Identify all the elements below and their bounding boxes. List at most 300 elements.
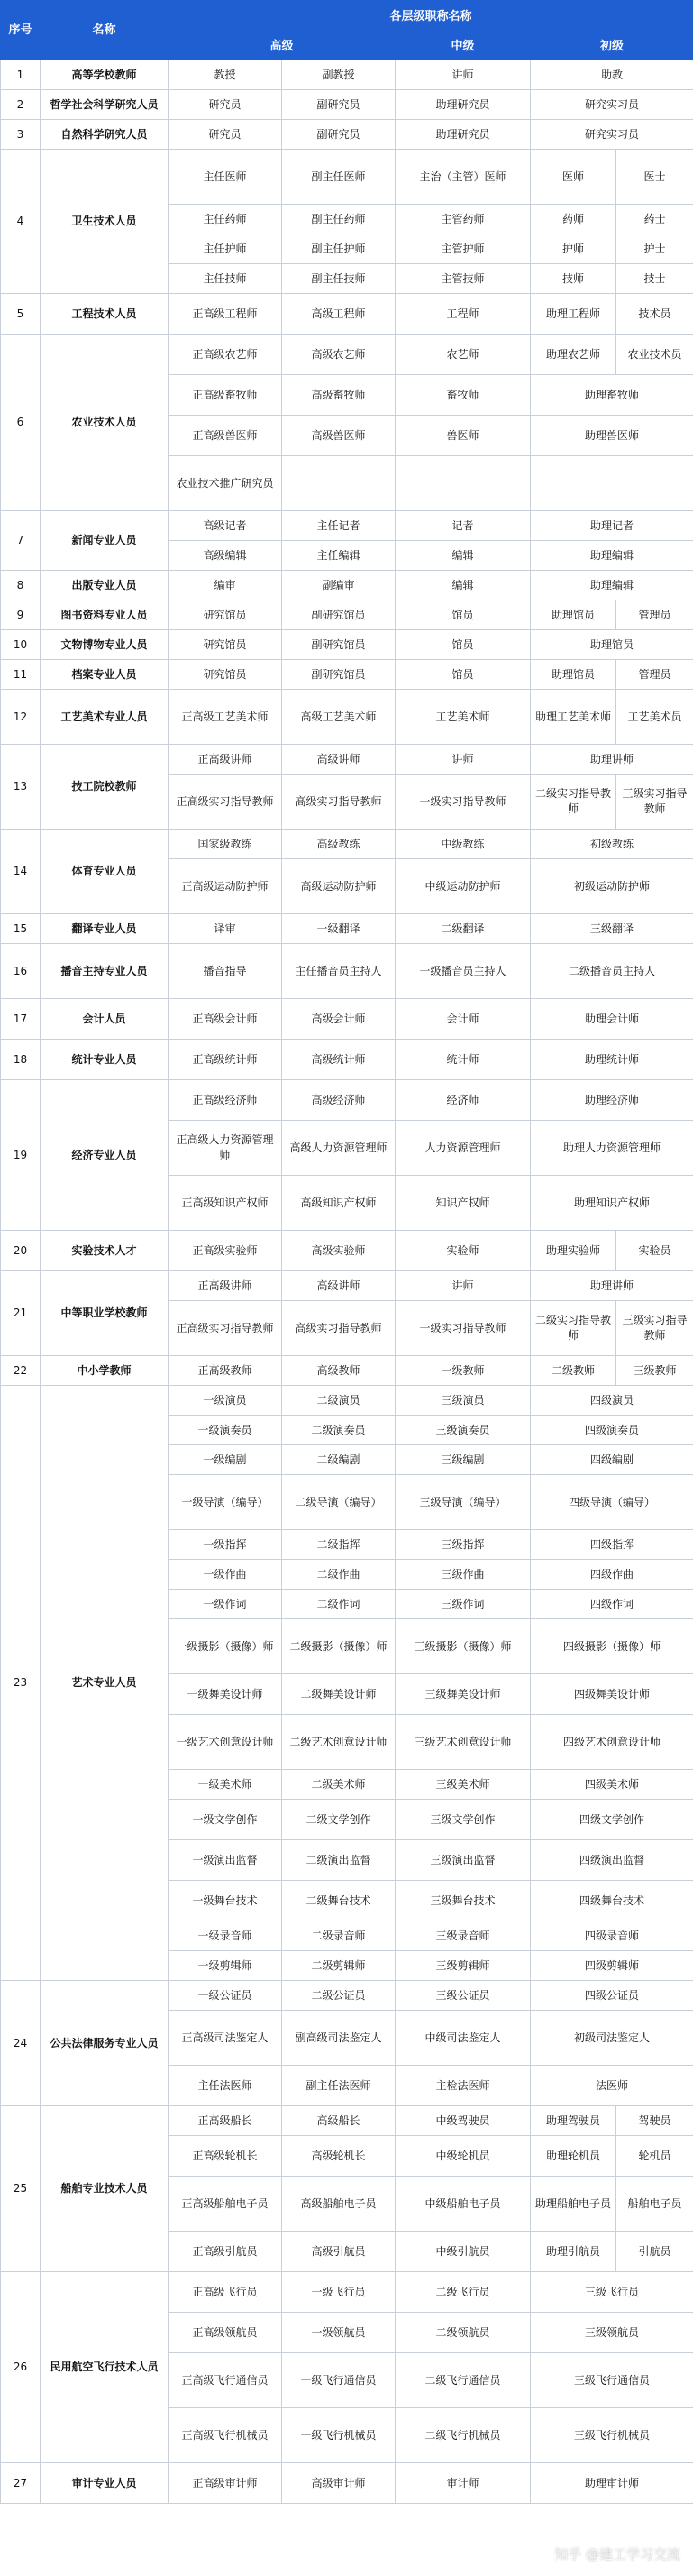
- table-row: [1, 120, 693, 150]
- table-cell: 二级导演（编导）: [282, 1475, 396, 1530]
- table-cell: 三级实习指导教师: [616, 775, 693, 830]
- row-category: 高等学校教师: [41, 60, 169, 90]
- table-cell: 讲师: [396, 745, 531, 775]
- table-cell: 二级飞行机械员: [396, 2408, 531, 2463]
- row-seq: 18: [1, 1040, 41, 1080]
- table-cell: 实验师: [396, 1231, 531, 1271]
- table-cell: 船舶电子员: [616, 2177, 693, 2232]
- table-cell: 助教: [531, 60, 693, 90]
- table-cell: 助理工艺美术师: [531, 690, 616, 745]
- table-cell: 助理编辑: [531, 541, 693, 571]
- table-cell: 二级领航员: [396, 2313, 531, 2353]
- row-category: 自然科学研究人员: [41, 120, 169, 150]
- table-row: [1, 745, 693, 775]
- table-cell: 三级教师: [616, 1356, 693, 1386]
- table-cell: 畜牧师: [396, 375, 531, 416]
- table-cell: 一级美术师: [169, 1770, 282, 1800]
- table-cell: 国家级教练: [169, 830, 282, 859]
- table-cell: 副研究员: [282, 90, 396, 120]
- table-cell: 三级指挥: [396, 1530, 531, 1560]
- table-cell: 正高级运动防护师: [169, 859, 282, 914]
- table-row: [1, 660, 693, 690]
- table-cell: 一级指挥: [169, 1530, 282, 1560]
- table-cell: 二级飞行员: [396, 2272, 531, 2313]
- row-seq: 16: [1, 944, 41, 999]
- table-cell: 正高级司法鉴定人: [169, 2011, 282, 2066]
- row-category: 卫生技术人员: [41, 150, 169, 294]
- row-category: 出版专业人员: [41, 571, 169, 600]
- table-cell: 主检法医师: [396, 2066, 531, 2106]
- table-cell: 三级公证员: [396, 1981, 531, 2011]
- table-cell: 助理会计师: [531, 999, 693, 1040]
- table-row: [1, 1981, 693, 2011]
- table-cell: 一级公证员: [169, 1981, 282, 2011]
- table-cell: 馆员: [396, 630, 531, 660]
- row-seq: 20: [1, 1231, 41, 1271]
- table-cell: 正高级飞行机械员: [169, 2408, 282, 2463]
- table-cell: 高级统计师: [282, 1040, 396, 1080]
- row-seq: 15: [1, 914, 41, 944]
- table-cell: 三级实习指导教师: [616, 1301, 693, 1356]
- table-row: [1, 944, 693, 999]
- row-seq: 21: [1, 1271, 41, 1356]
- table-cell: 农业技术推广研究员: [169, 456, 282, 511]
- table-cell: 初级司法鉴定人: [531, 2011, 693, 2066]
- table-cell: 高级审计师: [282, 2463, 396, 2504]
- table-cell: 主任医师: [169, 150, 282, 205]
- table-cell: 副教授: [282, 60, 396, 90]
- table-cell: 审计师: [396, 2463, 531, 2504]
- table-cell: 主管技师: [396, 264, 531, 294]
- table-cell: 知识产权师: [396, 1176, 531, 1231]
- row-seq: 9: [1, 600, 41, 630]
- table-cell: 助理农艺师: [531, 335, 616, 375]
- table-cell: 正高级实习指导教师: [169, 775, 282, 830]
- table-cell: 一级摄影（摄像）师: [169, 1619, 282, 1674]
- table-cell: 四级舞美设计师: [531, 1674, 693, 1715]
- table-cell: 三级舞台技术: [396, 1881, 531, 1921]
- table-cell: 副研究馆员: [282, 660, 396, 690]
- table-cell: 研究实习员: [531, 120, 693, 150]
- row-category: 文物博物专业人员: [41, 630, 169, 660]
- table-row: [1, 600, 693, 630]
- table-cell: 副研究馆员: [282, 630, 396, 660]
- table-cell: 助理驾驶员: [531, 2106, 616, 2136]
- table-cell: 农业技术员: [616, 335, 693, 375]
- table-cell: 药士: [616, 205, 693, 234]
- table-cell: 管理员: [616, 660, 693, 690]
- table-cell: 高级农艺师: [282, 335, 396, 375]
- table-cell: 二级教师: [531, 1356, 616, 1386]
- table-cell: 助理记者: [531, 511, 693, 541]
- table-cell: 三级剪辑师: [396, 1951, 531, 1981]
- row-seq: 22: [1, 1356, 41, 1386]
- table-cell: 工程师: [396, 294, 531, 335]
- table-cell: 四级艺术创意设计师: [531, 1715, 693, 1770]
- row-seq: 25: [1, 2106, 41, 2272]
- table-cell: 编辑: [396, 541, 531, 571]
- table-cell: 研究员: [169, 120, 282, 150]
- row-category: 统计专业人员: [41, 1040, 169, 1080]
- table-cell: 四级文学创作: [531, 1800, 693, 1840]
- table-cell: 中级运动防护师: [396, 859, 531, 914]
- table-cell: 三级作词: [396, 1590, 531, 1619]
- table-cell: 四级指挥: [531, 1530, 693, 1560]
- table-cell: 高级轮机长: [282, 2136, 396, 2177]
- table-cell: 法医师: [531, 2066, 693, 2106]
- table-cell: 助理统计师: [531, 1040, 693, 1080]
- table-cell: 四级演出监督: [531, 1840, 693, 1881]
- table-cell: 一级飞行机械员: [282, 2408, 396, 2463]
- table-cell: 一级实习指导教师: [396, 1301, 531, 1356]
- header-junior: 初级: [531, 32, 693, 60]
- table-cell: 馆员: [396, 600, 531, 630]
- table-cell: 高级船舶电子员: [282, 2177, 396, 2232]
- table-cell: 二级播音员主持人: [531, 944, 693, 999]
- table-cell: 一级教师: [396, 1356, 531, 1386]
- table-row: [1, 999, 693, 1040]
- table-cell: 四级作词: [531, 1590, 693, 1619]
- table-cell: 助理引航员: [531, 2232, 616, 2272]
- table-cell: 主任法医师: [169, 2066, 282, 2106]
- table-cell: 一级录音师: [169, 1921, 282, 1951]
- table-cell: 研究馆员: [169, 630, 282, 660]
- table-cell: 讲师: [396, 60, 531, 90]
- row-seq: 26: [1, 2272, 41, 2463]
- row-category: 新闻专业人员: [41, 511, 169, 571]
- table-cell: 二级录音师: [282, 1921, 396, 1951]
- table-cell: 副主任药师: [282, 205, 396, 234]
- table-cell: 技术员: [616, 294, 693, 335]
- table-cell: 助理讲师: [531, 745, 693, 775]
- table-cell: 正高级船长: [169, 2106, 282, 2136]
- table-cell: 副研究馆员: [282, 600, 396, 630]
- table-cell: 研究实习员: [531, 90, 693, 120]
- table-cell: 三级领航员: [531, 2313, 693, 2353]
- table-cell: 工艺美术师: [396, 690, 531, 745]
- table-cell: 正高级兽医师: [169, 416, 282, 456]
- table-cell: 二级舞台技术: [282, 1881, 396, 1921]
- table-cell: 馆员: [396, 660, 531, 690]
- table-cell: 高级工艺美术师: [282, 690, 396, 745]
- table-cell: 二级飞行通信员: [396, 2353, 531, 2408]
- row-seq: 17: [1, 999, 41, 1040]
- table-cell: 技士: [616, 264, 693, 294]
- table-cell: 助理研究员: [396, 120, 531, 150]
- table-cell: 主治（主管）医师: [396, 150, 531, 205]
- table-cell: 兽医师: [396, 416, 531, 456]
- table-cell: 正高级农艺师: [169, 335, 282, 375]
- table-cell: 中级船舶电子员: [396, 2177, 531, 2232]
- table-row: [1, 630, 693, 660]
- table-cell: 正高级船舶电子员: [169, 2177, 282, 2232]
- table-cell: 正高级引航员: [169, 2232, 282, 2272]
- table-cell: 四级录音师: [531, 1921, 693, 1951]
- table-cell: 三级编剧: [396, 1445, 531, 1475]
- table-cell: 研究员: [169, 90, 282, 120]
- table-cell: 二级演出监督: [282, 1840, 396, 1881]
- table-row: [1, 2463, 693, 2504]
- table-cell: 正高级轮机长: [169, 2136, 282, 2177]
- table-cell: 一级演出监督: [169, 1840, 282, 1881]
- table-cell: 三级演奏员: [396, 1416, 531, 1445]
- table-cell: 助理实验师: [531, 1231, 616, 1271]
- table-cell: 三级录音师: [396, 1921, 531, 1951]
- table-body: [1, 60, 693, 2504]
- table-cell: 一级实习指导教师: [396, 775, 531, 830]
- watermark-text: 知乎 @建工学习交流: [554, 2546, 680, 2562]
- row-seq: 5: [1, 294, 41, 335]
- table-cell: 主管护师: [396, 234, 531, 264]
- header-seq: 序号: [1, 1, 41, 60]
- table-cell: 一级飞行员: [282, 2272, 396, 2313]
- table-cell: 正高级实习指导教师: [169, 1301, 282, 1356]
- row-seq: 3: [1, 120, 41, 150]
- table-cell: 四级剪辑师: [531, 1951, 693, 1981]
- table-row: [1, 571, 693, 600]
- table-row: [1, 60, 693, 90]
- row-seq: 14: [1, 830, 41, 914]
- table-cell: 助理馆员: [531, 630, 693, 660]
- table-cell: 主任护师: [169, 234, 282, 264]
- table-cell: 编辑: [396, 571, 531, 600]
- table-cell: 医士: [616, 150, 693, 205]
- table-cell: 助理经济师: [531, 1080, 693, 1121]
- table-cell: 三级摄影（摄像）师: [396, 1619, 531, 1674]
- table-cell: 二级指挥: [282, 1530, 396, 1560]
- row-category: 工程技术人员: [41, 294, 169, 335]
- table-cell: 一级剪辑师: [169, 1951, 282, 1981]
- table-cell: 一级飞行通信员: [282, 2353, 396, 2408]
- row-category: 船舶专业技术人员: [41, 2106, 169, 2272]
- table-cell: 高级编辑: [169, 541, 282, 571]
- row-category: 图书资料专业人员: [41, 600, 169, 630]
- table-cell: 讲师: [396, 1271, 531, 1301]
- table-cell: 正高级经济师: [169, 1080, 282, 1121]
- table-cell: 助理工程师: [531, 294, 616, 335]
- table-cell: 三级美术师: [396, 1770, 531, 1800]
- table-cell: 三级导演（编导）: [396, 1475, 531, 1530]
- table-row: [1, 1386, 693, 1416]
- table-cell: 助理馆员: [531, 600, 616, 630]
- table-cell: 护士: [616, 234, 693, 264]
- table-cell: 助理审计师: [531, 2463, 693, 2504]
- table-cell: 四级导演（编导）: [531, 1475, 693, 1530]
- row-seq: 6: [1, 335, 41, 511]
- table-cell: 二级剪辑师: [282, 1951, 396, 1981]
- table-cell: 一级播音员主持人: [396, 944, 531, 999]
- row-category: 审计专业人员: [41, 2463, 169, 2504]
- row-category: 中小学教师: [41, 1356, 169, 1386]
- table-cell: 教授: [169, 60, 282, 90]
- table-cell: 助理轮机员: [531, 2136, 616, 2177]
- row-category: 播音主持专业人员: [41, 944, 169, 999]
- table-row: [1, 511, 693, 541]
- table-cell: 副主任护师: [282, 234, 396, 264]
- table-cell: 主任记者: [282, 511, 396, 541]
- table-cell: 三级文学创作: [396, 1800, 531, 1840]
- row-seq: 10: [1, 630, 41, 660]
- row-category: 翻译专业人员: [41, 914, 169, 944]
- row-seq: 23: [1, 1386, 41, 1981]
- table-cell: 正高级领航员: [169, 2313, 282, 2353]
- table-cell: 一级导演（编导）: [169, 1475, 282, 1530]
- table-cell: 三级艺术创意设计师: [396, 1715, 531, 1770]
- table-cell: 中级驾驶员: [396, 2106, 531, 2136]
- table-cell: 主任编辑: [282, 541, 396, 571]
- table-cell: 三级翻译: [531, 914, 693, 944]
- row-category: 公共法律服务专业人员: [41, 1981, 169, 2106]
- table-cell: 一级舞台技术: [169, 1881, 282, 1921]
- row-seq: 7: [1, 511, 41, 571]
- table-cell: 轮机员: [616, 2136, 693, 2177]
- table-row: [1, 830, 693, 859]
- row-category: 实验技术人才: [41, 1231, 169, 1271]
- table-cell: 助理馆员: [531, 660, 616, 690]
- table-cell: 统计师: [396, 1040, 531, 1080]
- table-cell: 研究馆员: [169, 600, 282, 630]
- table-cell: 三级舞美设计师: [396, 1674, 531, 1715]
- table-row: [1, 294, 693, 335]
- table-cell: 技师: [531, 264, 616, 294]
- table-cell: 一级演奏员: [169, 1416, 282, 1445]
- table-cell: 助理知识产权师: [531, 1176, 693, 1231]
- table-cell: 二级舞美设计师: [282, 1674, 396, 1715]
- table-cell: 高级经济师: [282, 1080, 396, 1121]
- table-row: [1, 90, 693, 120]
- table-cell: 研究馆员: [169, 660, 282, 690]
- table-cell: 二级作曲: [282, 1560, 396, 1590]
- table-cell: 正高级讲师: [169, 1271, 282, 1301]
- table-cell: 高级记者: [169, 511, 282, 541]
- table-cell: 四级编剧: [531, 1445, 693, 1475]
- header-group: 各层级职称名称: [169, 1, 693, 32]
- table-row: [1, 1040, 693, 1080]
- table-cell: 实验员: [616, 1231, 693, 1271]
- row-category: 中等职业学校教师: [41, 1271, 169, 1356]
- table-cell: 三级演出监督: [396, 1840, 531, 1881]
- table-cell: 助理畜牧师: [531, 375, 693, 416]
- table-cell: 高级工程师: [282, 294, 396, 335]
- table-cell: 高级教师: [282, 1356, 396, 1386]
- table-cell: 中级引航员: [396, 2232, 531, 2272]
- table-cell: 高级实习指导教师: [282, 1301, 396, 1356]
- table-cell: 高级兽医师: [282, 416, 396, 456]
- table-cell: 正高级教师: [169, 1356, 282, 1386]
- table-cell: 主任技师: [169, 264, 282, 294]
- table-cell: 副主任医师: [282, 150, 396, 205]
- table-cell: 初级运动防护师: [531, 859, 693, 914]
- row-seq: 13: [1, 745, 41, 830]
- table-cell: 二级编剧: [282, 1445, 396, 1475]
- table-cell: 一级作词: [169, 1590, 282, 1619]
- table-cell: 正高级飞行通信员: [169, 2353, 282, 2408]
- table-cell: 二级公证员: [282, 1981, 396, 2011]
- table-cell: 二级实习指导教师: [531, 775, 616, 830]
- table-cell: 农艺师: [396, 335, 531, 375]
- table-cell: 正高级畜牧师: [169, 375, 282, 416]
- table-cell: 二级演员: [282, 1386, 396, 1416]
- table-cell: 正高级飞行员: [169, 2272, 282, 2313]
- table-cell: 三级作曲: [396, 1560, 531, 1590]
- row-seq: 12: [1, 690, 41, 745]
- table-cell: 驾驶员: [616, 2106, 693, 2136]
- table-cell: [282, 456, 396, 511]
- table-cell: 一级演员: [169, 1386, 282, 1416]
- table-cell: 二级翻译: [396, 914, 531, 944]
- table-row: [1, 1356, 693, 1386]
- table-cell: 助理兽医师: [531, 416, 693, 456]
- row-seq: 4: [1, 150, 41, 294]
- row-seq: 1: [1, 60, 41, 90]
- table-cell: 正高级统计师: [169, 1040, 282, 1080]
- table-cell: 助理讲师: [531, 1271, 693, 1301]
- row-category: 工艺美术专业人员: [41, 690, 169, 745]
- table-row: [1, 914, 693, 944]
- table-cell: 正高级知识产权师: [169, 1176, 282, 1231]
- table-cell: 高级船长: [282, 2106, 396, 2136]
- row-category: 民用航空飞行技术人员: [41, 2272, 169, 2463]
- table-cell: 副主任技师: [282, 264, 396, 294]
- table-cell: [531, 456, 693, 511]
- row-category: 技工院校教师: [41, 745, 169, 830]
- row-category: 体育专业人员: [41, 830, 169, 914]
- table-cell: 助理编辑: [531, 571, 693, 600]
- table-cell: 工艺美术员: [616, 690, 693, 745]
- table-cell: 正高级讲师: [169, 745, 282, 775]
- table-cell: 一级翻译: [282, 914, 396, 944]
- table-cell: 高级畜牧师: [282, 375, 396, 416]
- row-seq: 27: [1, 2463, 41, 2504]
- row-seq: 24: [1, 1981, 41, 2106]
- table-cell: 播音指导: [169, 944, 282, 999]
- table-cell: 中级司法鉴定人: [396, 2011, 531, 2066]
- table-cell: 一级舞美设计师: [169, 1674, 282, 1715]
- table-cell: 助理人力资源管理师: [531, 1121, 693, 1176]
- row-seq: 19: [1, 1080, 41, 1231]
- row-seq: 8: [1, 571, 41, 600]
- table-cell: 高级讲师: [282, 1271, 396, 1301]
- table-cell: 中级轮机员: [396, 2136, 531, 2177]
- table-cell: 四级舞台技术: [531, 1881, 693, 1921]
- table-cell: [396, 456, 531, 511]
- table-cell: 正高级会计师: [169, 999, 282, 1040]
- table-cell: 高级知识产权师: [282, 1176, 396, 1231]
- table-row: [1, 1271, 693, 1301]
- table-cell: 副高级司法鉴定人: [282, 2011, 396, 2066]
- row-category: 档案专业人员: [41, 660, 169, 690]
- header-name: 名称: [41, 1, 169, 60]
- table-row: [1, 1231, 693, 1271]
- table-cell: 二级作词: [282, 1590, 396, 1619]
- table-cell: 主管药师: [396, 205, 531, 234]
- table-cell: 正高级审计师: [169, 2463, 282, 2504]
- table-cell: 记者: [396, 511, 531, 541]
- table-cell: 一级艺术创意设计师: [169, 1715, 282, 1770]
- table-cell: 引航员: [616, 2232, 693, 2272]
- table-cell: 人力资源管理师: [396, 1121, 531, 1176]
- table-cell: 一级文学创作: [169, 1800, 282, 1840]
- row-category: 经济专业人员: [41, 1080, 169, 1231]
- table-row: [1, 150, 693, 205]
- table-cell: 高级教练: [282, 830, 396, 859]
- table-cell: 二级文学创作: [282, 1800, 396, 1840]
- table-cell: 副研究员: [282, 120, 396, 150]
- table-cell: 正高级人力资源管理师: [169, 1121, 282, 1176]
- table-cell: 初级教练: [531, 830, 693, 859]
- table-cell: 一级领航员: [282, 2313, 396, 2353]
- header-senior: 高级: [169, 32, 396, 60]
